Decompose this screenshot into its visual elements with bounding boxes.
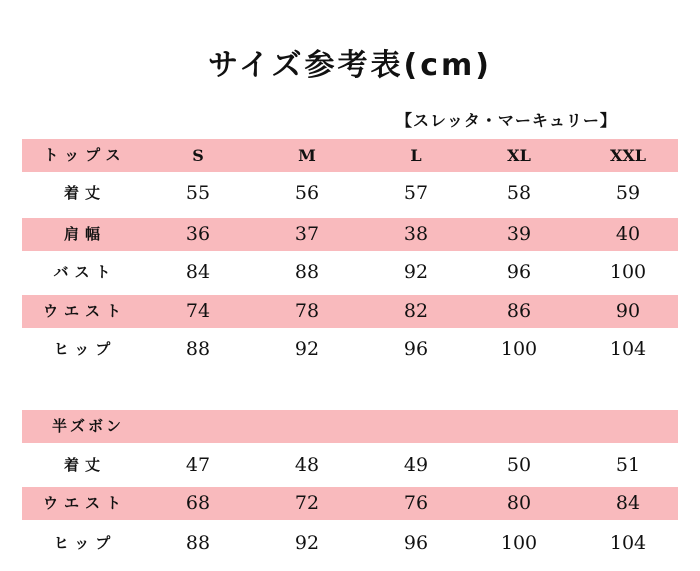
- table-cell: 104: [609, 338, 647, 360]
- table-cell: 58: [506, 182, 532, 204]
- row-label: バスト: [53, 263, 117, 281]
- row-label: 肩幅: [63, 225, 106, 243]
- table-cell: 57: [403, 182, 429, 204]
- table-cell: 90: [615, 300, 641, 322]
- table-cell: 96: [403, 532, 429, 554]
- table-row: [0, 333, 700, 366]
- table-cell: 40: [615, 223, 641, 245]
- table-cell: 82: [403, 300, 429, 322]
- table-row: [0, 527, 700, 560]
- table-row: [0, 487, 700, 520]
- table-cell: 50: [506, 454, 532, 476]
- table-cell: 84: [185, 261, 211, 283]
- table-cell: 88: [294, 261, 320, 283]
- table-cell: 56: [294, 182, 320, 204]
- table-cell: 92: [294, 532, 320, 554]
- table-cell: 55: [185, 182, 211, 204]
- table-cell: 84: [615, 492, 641, 514]
- row-label: ヒップ: [53, 340, 117, 358]
- table-cell: 38: [403, 223, 429, 245]
- table-row: [0, 256, 700, 289]
- size-m-header: M: [298, 146, 316, 165]
- table-cell: 96: [506, 261, 532, 283]
- table-cell: 47: [185, 454, 211, 476]
- table-cell: 92: [403, 261, 429, 283]
- size-xxl-header: XXL: [609, 146, 647, 165]
- tops-header-row: [0, 139, 700, 172]
- table-row: [0, 177, 700, 210]
- table-cell: 72: [294, 492, 320, 514]
- table-row: [0, 449, 700, 482]
- size-s-header: S: [192, 146, 204, 165]
- table-cell: 49: [403, 454, 429, 476]
- table-cell: 100: [609, 261, 647, 283]
- tops-header-label: トップス: [43, 146, 127, 164]
- table-cell: 51: [615, 454, 641, 476]
- table-cell: 80: [506, 492, 532, 514]
- shorts-header-label: 半ズボン: [52, 417, 125, 435]
- product-name: 【スレッタ・マーキュリー】: [396, 111, 617, 130]
- size-l-header: L: [410, 146, 422, 165]
- table-cell: 86: [506, 300, 532, 322]
- table-cell: 76: [403, 492, 429, 514]
- table-row: [0, 218, 700, 251]
- shorts-header-row: [0, 410, 700, 443]
- table-cell: 68: [185, 492, 211, 514]
- table-cell: 92: [294, 338, 320, 360]
- table-cell: 96: [403, 338, 429, 360]
- table-cell: 36: [185, 223, 211, 245]
- table-cell: 78: [294, 300, 320, 322]
- table-cell: 37: [294, 223, 320, 245]
- table-cell: 39: [506, 223, 532, 245]
- table-cell: 48: [294, 454, 320, 476]
- table-cell: 100: [500, 532, 538, 554]
- table-cell: 59: [615, 182, 641, 204]
- table-cell: 74: [185, 300, 211, 322]
- row-label: ヒップ: [53, 534, 117, 552]
- row-label: 着丈: [63, 184, 106, 202]
- table-row: [0, 295, 700, 328]
- table-cell: 104: [609, 532, 647, 554]
- size-xl-header: XL: [507, 146, 531, 165]
- table-cell: 100: [500, 338, 538, 360]
- table-cell: 88: [185, 338, 211, 360]
- row-label: ウエスト: [42, 494, 127, 512]
- row-label: 着丈: [63, 456, 106, 474]
- table-cell: 88: [185, 532, 211, 554]
- row-label: ウエスト: [42, 302, 127, 320]
- page-title: サイズ参考表(cm): [207, 48, 493, 83]
